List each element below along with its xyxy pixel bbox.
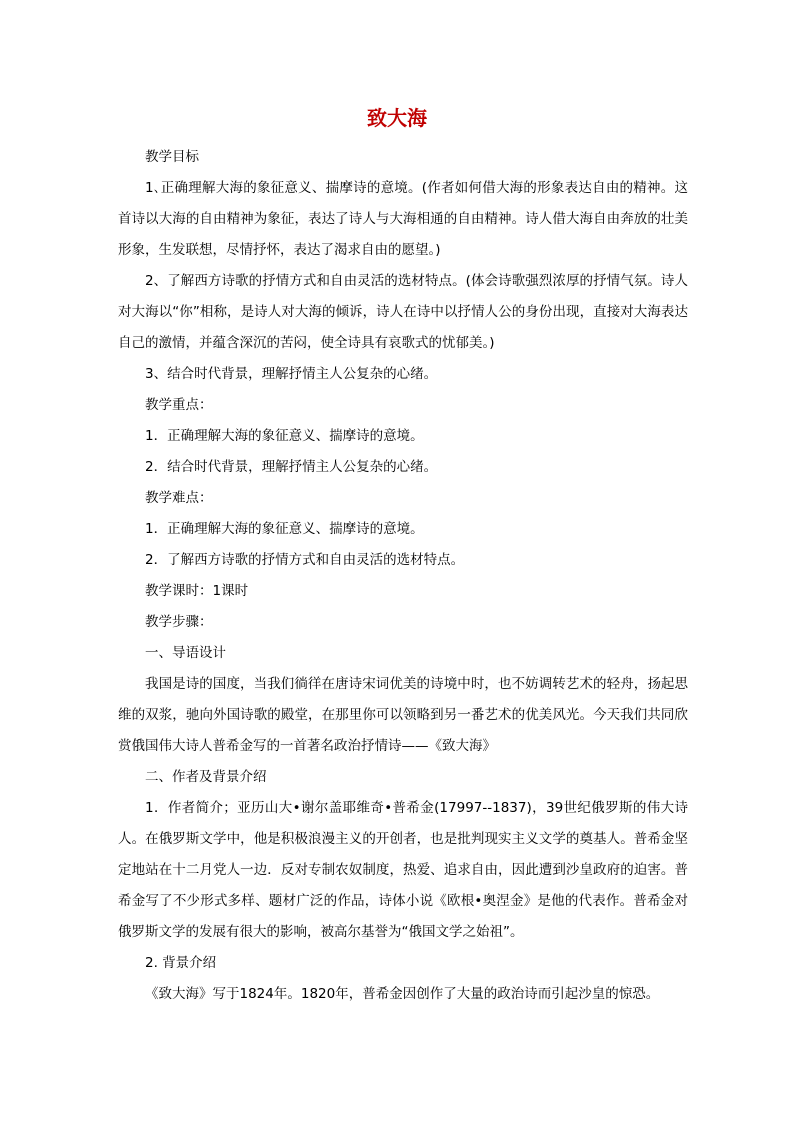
heading-steps: 教学步骤： <box>145 614 213 630</box>
heading-difficulties: 教学难点： <box>145 490 213 506</box>
document-title: 致大海 <box>367 106 427 130</box>
heading-key-points: 教学重点： <box>145 397 213 413</box>
document-body <box>118 142 688 1010</box>
section-2-heading: 二、作者及背景介绍 <box>145 769 267 785</box>
key-point-1: 1．正确理解大海的象征意义、揣摩诗的意境。 <box>145 428 424 444</box>
key-point-2: 2．结合时代背景，理解抒情主人公复杂的心绪。 <box>145 459 438 475</box>
author-intro-paragraph: 1．作者简介；亚历山大•谢尔盖耶维奇•普希金(17997--1837)，39世纪俄罗斯的伟大诗人。在俄罗斯文学中，他是积极浪漫主义的开创者，也是批判现实主义文学的奠基人。普希金坚定地站在十二月党人一边．反对专制农奴制度，热爱、追求自由，因此遭到沙皇政府的迫害。普希金写了不少形式多样、题材广泛的作品，诗体小说《欧根•奥涅金》是他的代表作。普希金对俄罗斯文学的发展有很大的影响，被高尔基誉为“俄国文学之始祖”。 <box>118 800 688 940</box>
intro-paragraph: 我国是诗的国度，当我们徜徉在唐诗宋词优美的诗境中时，也不妨调转艺术的轻舟，扬起思维的双浆，驰向外国诗歌的殿堂，在那里你可以领略到另一番艺术的优美风光。今天我们共同欣赏俄国伟大诗人普希金写的一首著名政治抒情诗——《致大海》 <box>118 676 688 754</box>
background-paragraph: 《致大海》写于1824年。1820年，普希金因创作了大量的政治诗而引起沙皇的惊恐。 <box>145 986 660 1002</box>
goal-2-paragraph: 2、了解西方诗歌的抒情方式和自由灵活的选材特点。(体会诗歌强烈浓厚的抒情气氛。诗人对大海以“你”相称，是诗人对大海的倾诉，诗人在诗中以抒情人公的身份出现，直接对大海表达自己的激情，并蕴含深沉的苦闷，使全诗具有哀歌式的忧郁美。) <box>118 273 688 351</box>
difficulty-2: 2．了解西方诗歌的抒情方式和自由灵活的选材特点。 <box>145 552 465 568</box>
goal-3-paragraph: 3、结合时代背景，理解抒情主人公复杂的心绪。 <box>145 366 438 382</box>
background-heading: 2. 背景介绍 <box>145 955 217 971</box>
class-hours: 教学课时：1课时 <box>145 583 249 599</box>
section-1-heading: 一、导语设计 <box>145 645 226 661</box>
difficulty-1: 1．正确理解大海的象征意义、揣摩诗的意境。 <box>145 521 424 537</box>
goal-1-paragraph: 1､正确理解大海的象征意义、揣摩诗的意境。(作者如何借大海的形象表达自由的精神。这首诗以大海的自由精神为象征，表达了诗人与大海相通的自由精神。诗人借大海自由奔放的壮美形象，生发联想，尽情抒怀，表达了渴求自由的愿望。) <box>118 180 688 258</box>
heading-teaching-goals: 教学目标 <box>145 149 199 165</box>
